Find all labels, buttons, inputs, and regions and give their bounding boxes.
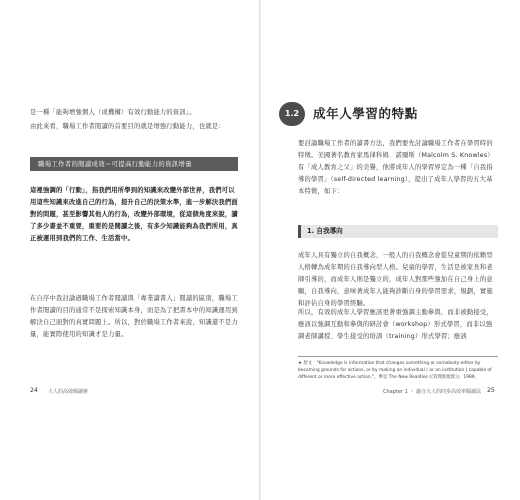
- right-page: [261, 0, 520, 500]
- footnote-divider: [298, 356, 498, 357]
- left-paragraph-4: 在自序中我討論過職場工作者閱讀與「專業讀書人」閱讀的區別，職場工作者閱讀的目的通常不是探索知識本身，而是為了把書本中的知識運用到解決自己面對的真實問題上。所以，對於職場工作者來說，知識還不是力量，能實際使用的知識才是力量。: [30, 295, 238, 338]
- section-number-badge: 1.2: [279, 102, 305, 126]
- subsection-title: 1. 自我導向: [307, 227, 343, 235]
- subsection-header: [298, 225, 498, 238]
- section-title: 成年人學習的特點: [313, 106, 418, 121]
- page-number-right: 25: [487, 387, 495, 394]
- left-paragraph-1: 是一種「能夠增強個人（或機構）有效行動能力的資訊」。: [30, 109, 196, 116]
- footer-chapter-right: Chapter 1 ・ 適合大人的四步高效率閱讀法: [383, 389, 481, 395]
- callout-box: 職場工作者的閱讀成效＝可提高行動能力的資訊增量: [30, 157, 238, 171]
- left-paragraph-2: 由此來看，職場工作者閱讀的首要目的就是增強行動能力，也就是：: [30, 123, 225, 130]
- left-page: [0, 0, 259, 500]
- page-number-left: 24: [30, 387, 38, 394]
- footer-title-left: 大人的高效閱讀術: [48, 389, 89, 395]
- left-paragraph-3: 這裡強調的「行動」，指我們用所學到的知識來改變外部世界，我們可以用這些知識來改進自己的行為，提升自己的決策水準，進一步解決我們面對的問題，甚至影響其他人的行為，改變外部環境，從這個角度來說，讀了多少書並不重要，重要的是閱讀之後，有多少知識能夠為我們所用，真正被運用到我們的工作、生活當中。: [30, 187, 238, 242]
- right-paragraph-3: 所以，有效的成年人學習應該更著重強調主動參與，而非被動接受，應該以強調互動和參與的研討會（workshop）形式學習，而非以強調老師講授、學生接受的培訓（training）形式學習；應該: [298, 309, 493, 340]
- footnote: ★ 原文："Knowledge is information that changes something or somebody-either by becoming grounds for actions, or by making an individual ( or an institution ) capable of different or more effective action."，參見 The New Realities (《管理新現實》)，1989。: [298, 361, 492, 380]
- right-paragraph-1: 要討論職場工作者的讀書方法，我們要先討論職場工作者在學習時的特徵。美國著名教育家馬律科姆．諾爾斯（Malcolm S. Knowles）有「成人教育之父」的美譽，他將成年人的學習界定為一種「自我指導的學習」（self-directed learning），提出了成年人學習的五大基本特徵，如下：: [298, 140, 494, 195]
- right-paragraph-2: 成年人具有獨立的自我概念，一般人的自我概念會從兒童期的依賴型人格轉為成年期的自我導向型人格。兒童的學習，生活是被家長和老師引導的，而成年人則是獨立的，成年人對那些強加在自己身上的意願，自我導向，意味著成年人能夠診斷自身的學習需求，規劃，實施和評估自身的學習經驗。: [298, 252, 493, 307]
